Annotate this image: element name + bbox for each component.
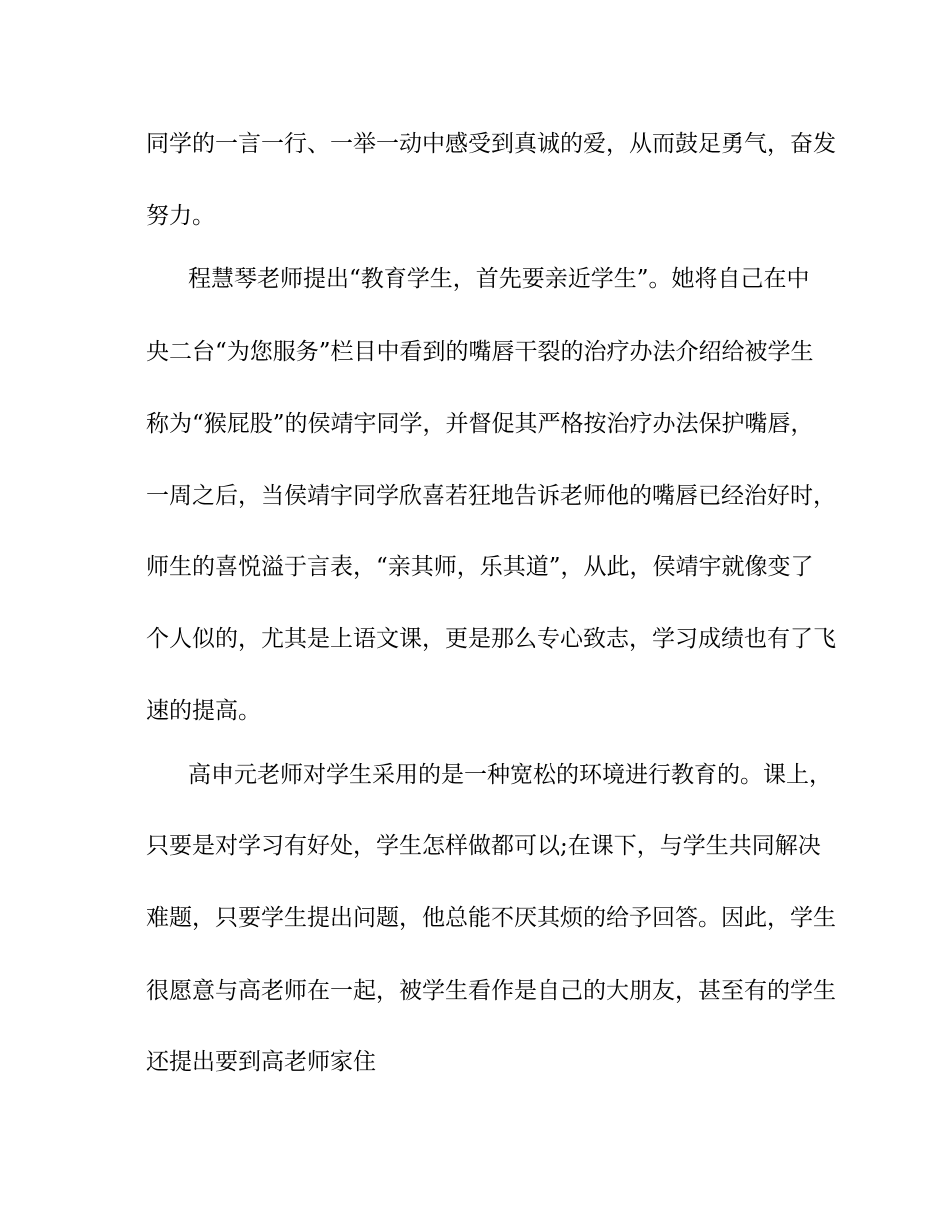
text-line: 速的提高。 <box>146 698 261 724</box>
text-line: 很愿意与高老师在一起，被学生看作是自己的大朋友，甚至有的学生 <box>146 978 836 1004</box>
text-line: 难题，只要学生提出问题，他总能不厌其烦的给予回答。因此，学生 <box>146 905 836 931</box>
text-line: 只要是对学习有好处，学生怎样做都可以;在课下，与学生共同解决 <box>146 833 821 859</box>
text-line: 称为“猴屁股”的侯靖宇同学，并督促其严格按治疗办法保护嘴唇， <box>146 411 814 437</box>
text-line: 还提出要到高老师家住 <box>146 1049 376 1075</box>
text-line: 努力。 <box>146 203 215 229</box>
paragraph-start-line: 程慧琴老师提出“教育学生，首先要亲近学生”。她将自己在中 <box>188 266 810 292</box>
text-line: 个人似的，尤其是上语文课，更是那么专心致志，学习成绩也有了飞 <box>146 626 836 652</box>
paragraph-start-line: 高申元老师对学生采用的是一种宽松的环境进行教育的。课上， <box>188 762 832 788</box>
text-line: 师生的喜悦溢于言表，“亲其师，乐其道”，从此，侯靖宇就像变了 <box>146 554 814 580</box>
text-line: 同学的一言一行、一举一动中感受到真诚的爱，从而鼓足勇气，奋发 <box>146 131 836 157</box>
text-line: 一周之后，当侯靖宇同学欣喜若狂地告诉老师他的嘴唇已经治好时， <box>146 483 836 509</box>
text-line: 央二台“为您服务”栏目中看到的嘴唇干裂的治疗办法介绍给被学生 <box>146 339 814 365</box>
